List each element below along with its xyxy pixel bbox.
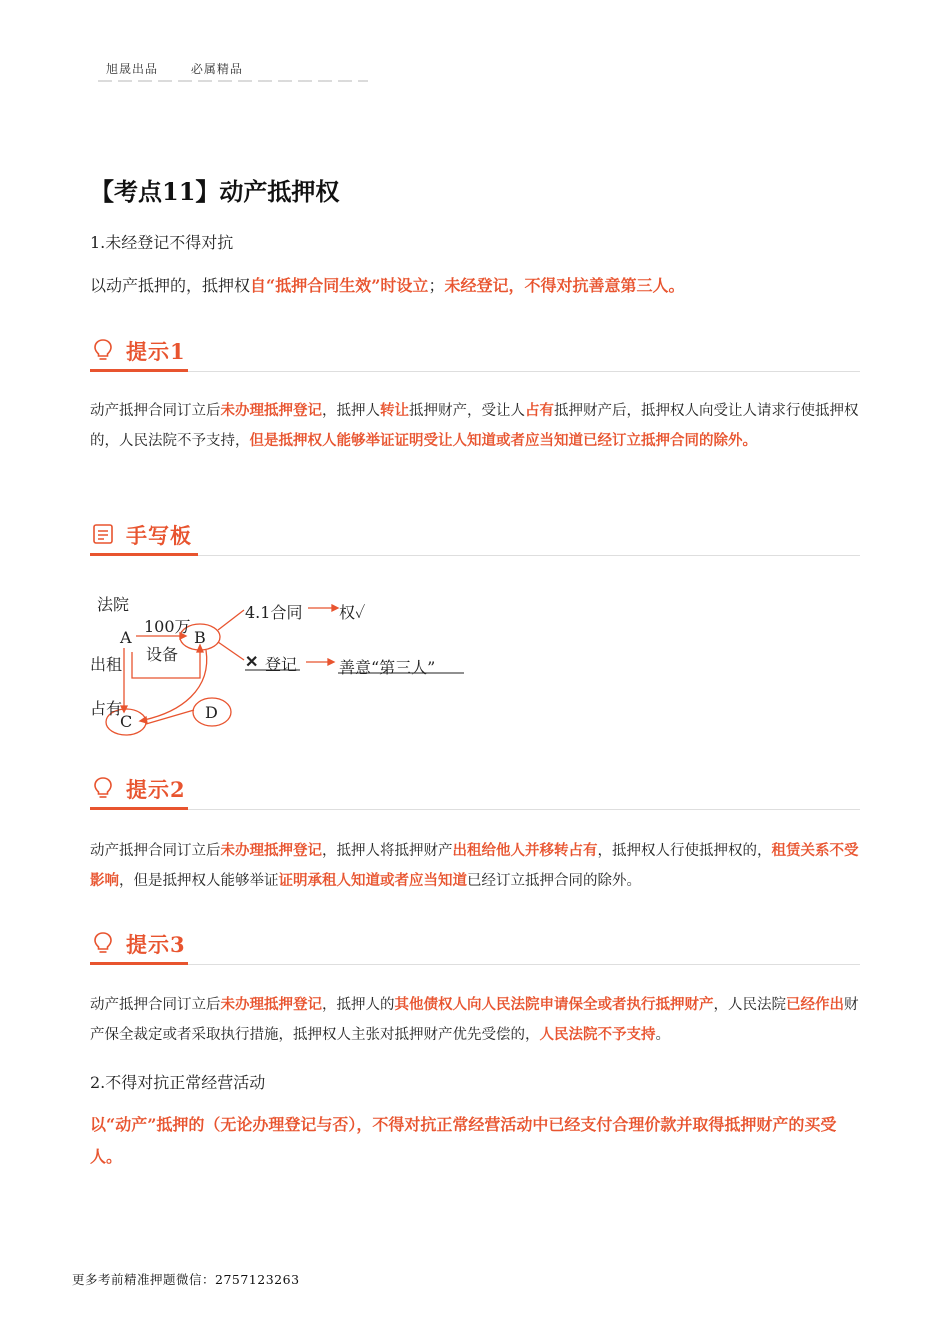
text-run: 动产抵押合同订立后 [90,997,221,1013]
board-text-contract: 4.1合同 [245,603,303,622]
section-2-paragraph: 以“动产”抵押的（无论办理登记与否），不得对抗正常经营活动中已经支付合理价款并取得抵押财产的买受人。 [90,1115,837,1166]
tip-2-body [90,836,860,896]
lightbulb-icon [92,931,114,955]
highlight-run: 租赁关系不受影响 [90,842,859,889]
board-text-good-faith: 善意“第三人” [339,658,436,677]
board-text-lease: 出租 [90,655,123,674]
tip-1-body [90,396,860,456]
notepad-icon [92,522,114,546]
text-run: ，抵押人的 [322,997,395,1013]
text-run: 抵押财产，受让人 [409,403,525,419]
page-title: 【考点11】动产抵押权 [90,177,340,206]
text-run: ，抵押人将抵押财产 [322,843,453,859]
text-run: ，人民法院 [713,997,786,1013]
board-label: 手写板 [126,523,192,548]
board-text-c: C [120,712,133,731]
lightbulb-icon [92,338,114,362]
tip-3-header [90,925,860,965]
text-run: 以动产抵押的，抵押权 [90,276,251,295]
board-header [90,516,860,556]
section-1-heading: 1.未经登记不得对抗 [90,233,234,252]
text-run: ； [428,276,445,295]
handwriting-board [80,580,500,750]
board-text-right: 权✓ [339,603,366,622]
text-run: 抵押财产后，抵押权人向受让人请求行使抵押权的，人民法院不予支持， [90,403,859,449]
board-text-court: 法院 [97,595,130,614]
text-run: ，抵押权人行使抵押权的， [597,843,772,859]
highlight-run: 未办理抵押登记 [220,996,322,1013]
board-text-cross: ✕ [245,652,259,671]
highlight-run: 占有 [525,402,554,419]
highlight-run: 人民法院不予支持 [539,1026,656,1043]
text-run: 。 [655,1027,670,1043]
highlight-run: 已经作出 [786,996,844,1013]
board-text-d: D [205,703,218,722]
text-run: 动产抵押合同订立后 [90,403,221,419]
section-2-heading: 2.不得对抗正常经营活动 [90,1073,266,1092]
tip-3-label: 提示3 [126,932,186,957]
highlight-run: 自“抵押合同生效”时设立 [250,276,429,295]
page-header [106,60,271,77]
board-text-equipment: 设备 [146,645,179,664]
highlight-run: 转让 [380,402,409,419]
highlight-run: 未经登记，不得对抗善意第三人。 [444,276,685,295]
highlight-run: 未办理抵押登记 [220,402,322,419]
tip-1-header [90,332,860,372]
board-text-possession: 占有 [90,699,123,718]
highlight-run: 其他债权人向人民法院申请保全或者执行抵押财产 [394,996,714,1013]
tip-3-body [90,990,860,1050]
header-left: 旭晟出品 [106,62,159,76]
header-divider [98,80,368,82]
text-run: ，抵押人 [322,403,380,419]
section-1-paragraph [90,270,860,302]
text-run: 已经订立抵押合同的除外。 [467,873,641,889]
highlight-run: 但是抵押权人能够举证证明受让人知道或者应当知道已经订立抵押合同的除外。 [249,432,757,449]
text-run: ，但是抵押权人能够举证 [119,873,279,889]
board-text-b: B [194,628,206,647]
text-run: 动产抵押合同订立后 [90,843,221,859]
tip-2-label: 提示2 [126,777,186,802]
lightbulb-icon [92,776,114,800]
header-right: 必属精品 [190,62,243,76]
board-text-amount: 100万 [144,617,191,636]
highlight-run: 未办理抵押登记 [220,842,322,859]
tip-1-label: 提示1 [126,339,186,364]
board-text-register: 登记 [265,655,298,674]
page-footer: 更多考前精准押题微信：2757123263 [72,1272,300,1287]
tip-2-header [90,770,860,810]
board-text-a: A [120,628,132,647]
highlight-run: 证明承租人知道或者应当知道 [278,872,467,889]
highlight-run: 出租给他人并移转占有 [452,842,598,859]
text-run: 财产保全裁定或者采取执行措施，抵押权人主张对抵押财产优先受偿的， [90,997,859,1043]
